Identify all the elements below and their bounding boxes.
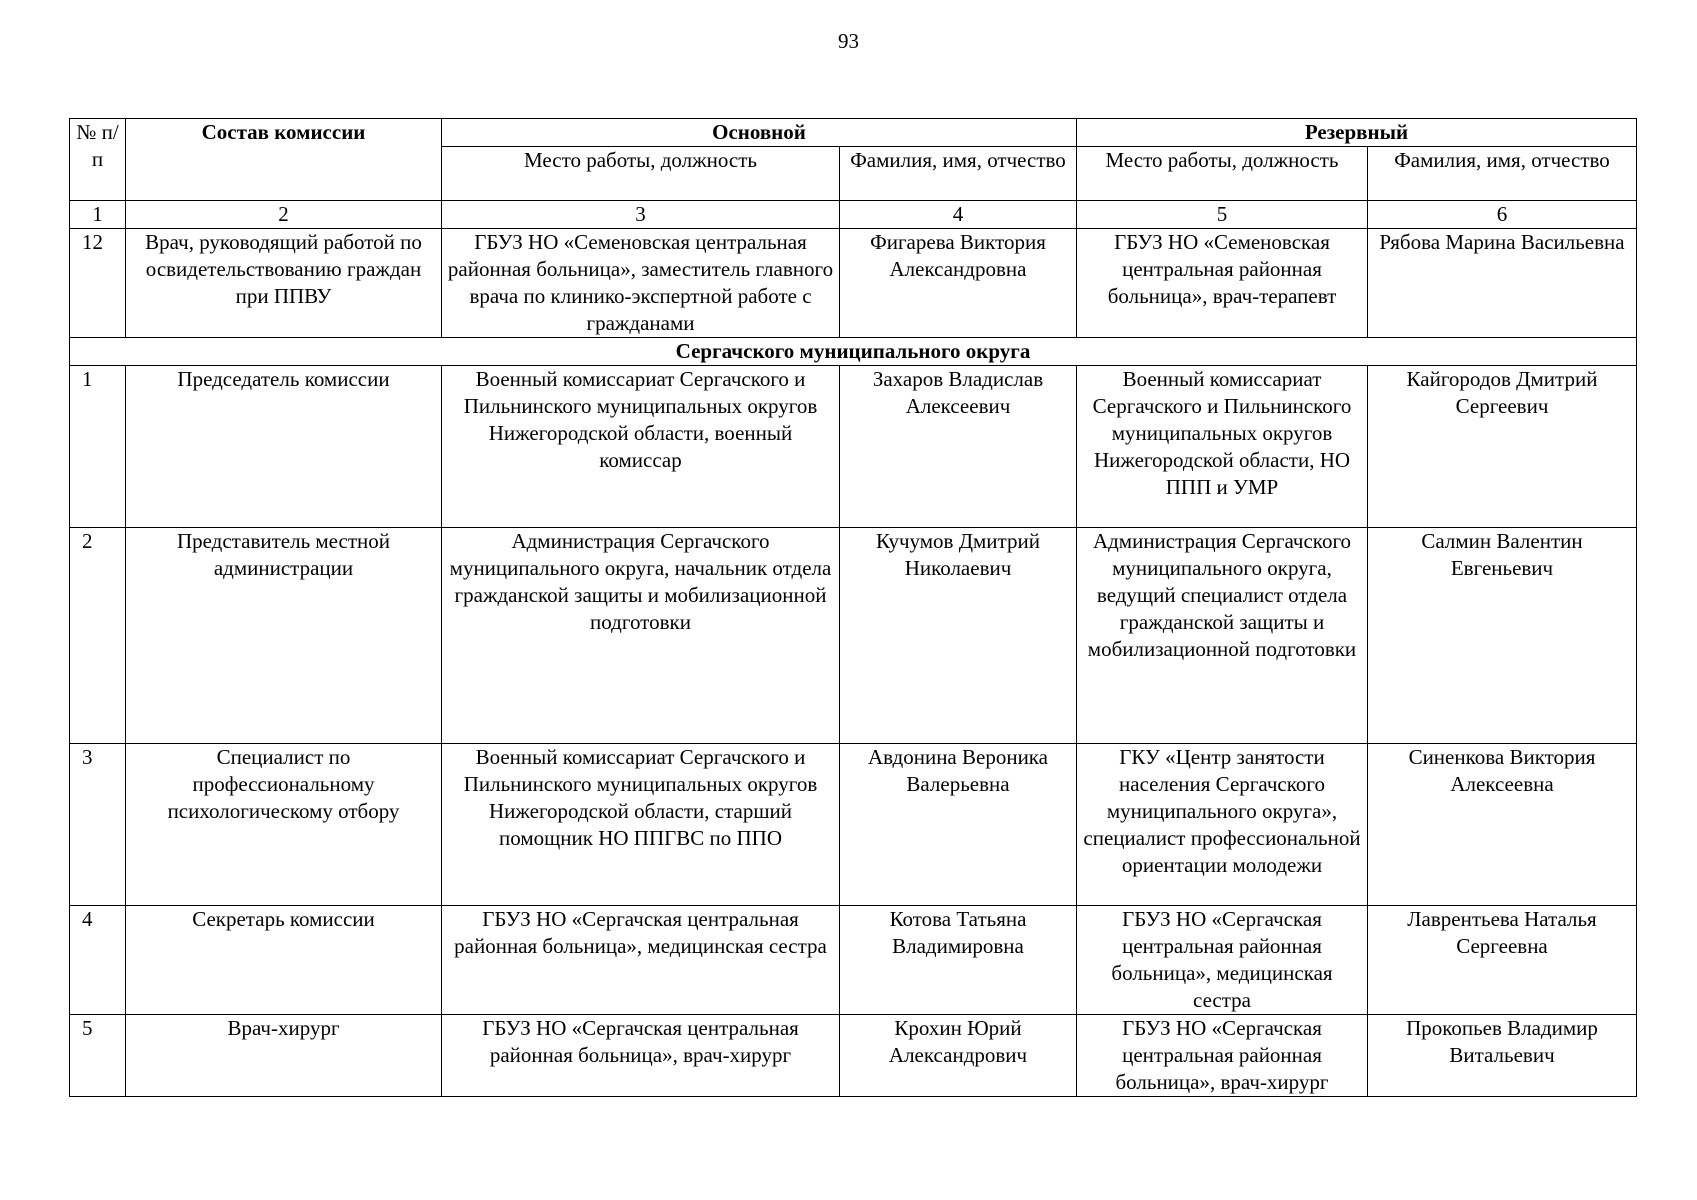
reserve-workplace: Администрация Сергачского муниципального округа, ведущий специалист отдела гражданской защиты и мобилизационной подготовки — [1077, 528, 1368, 744]
commission-table — [69, 118, 1637, 1097]
table-row — [70, 744, 1637, 906]
main-workplace: Администрация Сергачского муниципального округа, начальник отдела гражданской защиты и мобилизационной подготовки — [442, 528, 840, 744]
table-row — [70, 229, 1637, 338]
reserve-person-name: Салмин Валентин Евгеньевич — [1368, 528, 1637, 744]
header-main-workplace: Место работы, должность — [442, 147, 840, 201]
column-number: 4 — [840, 201, 1077, 229]
column-number: 3 — [442, 201, 840, 229]
reserve-person-name: Лаврентьева Наталья Сергеевна — [1368, 906, 1637, 1015]
section-title: Сергачского муниципального округа — [70, 338, 1637, 366]
reserve-workplace: ГБУЗ НО «Семеновская центральная районная больница», врач-терапевт — [1077, 229, 1368, 338]
main-person-name: Авдонина Вероника Валерьевна — [840, 744, 1077, 906]
main-person-name: Фигарева Виктория Александровна — [840, 229, 1077, 338]
header-composition: Состав комиссии — [126, 119, 442, 201]
main-workplace: ГБУЗ НО «Семеновская центральная районная больница», заместитель главного врача по клинико-экспертной работе с гражданами — [442, 229, 840, 338]
table-row — [70, 528, 1637, 744]
reserve-person-name: Рябова Марина Васильевна — [1368, 229, 1637, 338]
main-workplace: ГБУЗ НО «Сергачская центральная районная больница», врач-хирург — [442, 1015, 840, 1097]
reserve-person-name: Синенкова Виктория Алексеевна — [1368, 744, 1637, 906]
column-number: 1 — [70, 201, 126, 229]
commission-role: Специалист по профессиональному психологическому отбору — [126, 744, 442, 906]
column-number: 6 — [1368, 201, 1637, 229]
table-row — [70, 366, 1637, 528]
main-person-name: Кучумов Дмитрий Николаевич — [840, 528, 1077, 744]
reserve-workplace: ГБУЗ НО «Сергачская центральная районная больница», медицинская сестра — [1077, 906, 1368, 1015]
reserve-person-name: Кайгородов Дмитрий Сергеевич — [1368, 366, 1637, 528]
header-main: Основной — [442, 119, 1077, 147]
header-reserve-name: Фамилия, имя, отчество — [1368, 147, 1637, 201]
commission-role: Врач, руководящий работой по освидетельствованию граждан при ППВУ — [126, 229, 442, 338]
table-row — [70, 906, 1637, 1015]
main-workplace: Военный комиссариат Сергачского и Пильнинского муниципальных округов Нижегородской области, военный комиссар — [442, 366, 840, 528]
reserve-person-name: Прокопьев Владимир Витальевич — [1368, 1015, 1637, 1097]
commission-role: Представитель местной администрации — [126, 528, 442, 744]
main-person-name: Захаров Владислав Алексеевич — [840, 366, 1077, 528]
table-row — [70, 1015, 1637, 1097]
main-person-name: Котова Татьяна Владимировна — [840, 906, 1077, 1015]
main-person-name: Крохин Юрий Александрович — [840, 1015, 1077, 1097]
column-number: 5 — [1077, 201, 1368, 229]
commission-role: Секретарь комиссии — [126, 906, 442, 1015]
reserve-workplace: Военный комиссариат Сергачского и Пильнинского муниципальных округов Нижегородской области, НО ППП и УМР — [1077, 366, 1368, 528]
page-number: 93 — [838, 29, 859, 53]
commission-role: Врач-хирург — [126, 1015, 442, 1097]
main-workplace: Военный комиссариат Сергачского и Пильнинского муниципальных округов Нижегородской области, старший помощник НО ППГВС по ППО — [442, 744, 840, 906]
header-main-name: Фамилия, имя, отчество — [840, 147, 1077, 201]
section-row — [70, 338, 1637, 366]
row-number: 12 — [70, 229, 126, 338]
reserve-workplace: ГБУЗ НО «Сергачская центральная районная больница», врач-хирург — [1077, 1015, 1368, 1097]
commission-role: Председатель комиссии — [126, 366, 442, 528]
reserve-workplace: ГКУ «Центр занятости населения Сергачского муниципального округа», специалист профессиональной ориентации молодежи — [1077, 744, 1368, 906]
header-number: № п/п — [70, 119, 126, 201]
row-number: 2 — [70, 528, 126, 744]
row-number: 4 — [70, 906, 126, 1015]
row-number: 5 — [70, 1015, 126, 1097]
main-workplace: ГБУЗ НО «Сергачская центральная районная больница», медицинская сестра — [442, 906, 840, 1015]
row-number: 1 — [70, 366, 126, 528]
header-reserve-workplace: Место работы, должность — [1077, 147, 1368, 201]
row-number: 3 — [70, 744, 126, 906]
column-number: 2 — [126, 201, 442, 229]
column-number-row — [70, 201, 1637, 229]
header-reserve: Резервный — [1077, 119, 1637, 147]
